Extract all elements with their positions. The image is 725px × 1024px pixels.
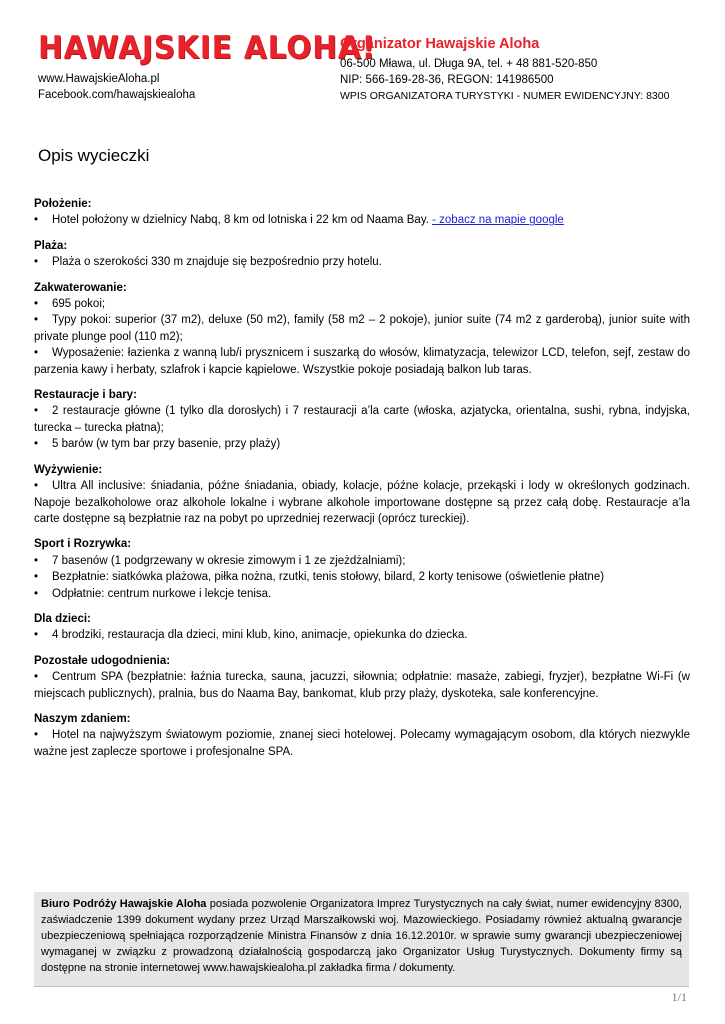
section-heading: Sport i Rozrywka: — [34, 538, 132, 551]
section-heading: Naszym zdaniem: — [34, 712, 131, 725]
section-beach — [34, 238, 690, 271]
list-item: • Centrum SPA (bezpłatnie: łaźnia turecka, sauna, jacuzzi, siłownia; odpłatnie: masaże, zabiegi, fryzjer), bezpłatne Wi-Fi (w miejscach publicznych), pralnia, bus do Naama Bay, bankomat, klub przy plaży, dyskoteka, sale konferencyjne. — [34, 671, 690, 700]
page-number: 1/1 — [671, 990, 687, 1004]
bullet: • — [34, 347, 39, 360]
list-item: • 7 basenów (1 podgrzewany w okresie zimowym i 1 ze zjeżdżalniami); — [34, 553, 690, 569]
list-item: • 5 barów (w tym bar przy basenie, przy plaży) — [34, 436, 690, 452]
section-restaurants — [34, 387, 690, 453]
section-accommodation — [34, 280, 690, 378]
organizer-registry: WPIS ORGANIZATORA TURYSTYKI - NUMER EWIDENCYJNY: 8300 — [340, 90, 670, 102]
organizer-name: Organizator Hawajskie Aloha — [340, 36, 540, 52]
section-location — [34, 196, 690, 229]
bullet: • — [34, 587, 39, 600]
google-map-link[interactable]: - zobacz na mapie google — [432, 214, 564, 227]
bullet: • — [34, 314, 39, 327]
section-heading: Położenie: — [34, 198, 92, 210]
trip-description — [34, 196, 690, 769]
list-item: • Plaża o szerokości 330 m znajduje się bezpośrednio przy hotelu. — [34, 254, 690, 270]
list-item: • 2 restauracje główne (1 tylko dla dorosłych) i 7 restauracji a’la carte (włoska, azjatycka, orientalna, sushi, rybna, indyjska, turecka – turecka płatna); — [34, 405, 690, 434]
list-item: • 695 pokoi; — [34, 296, 690, 312]
section-other — [34, 653, 690, 702]
section-opinion — [34, 711, 690, 760]
section-heading: Plaża: — [34, 239, 68, 252]
bullet: • — [34, 298, 39, 311]
bullet: • — [34, 729, 39, 742]
list-item: • Hotel położony w dzielnicy Nabq, 8 km od lotniska i 22 km od Naama Bay. - zobacz na mapie google — [34, 212, 690, 228]
bullet: • — [34, 214, 39, 227]
company-logo: HAWAJSKIE ALOHA! — [38, 30, 377, 66]
footer-divider — [34, 986, 689, 987]
facebook-link[interactable]: Facebook.com/hawajskiealoha — [38, 89, 196, 101]
list-item: • Typy pokoi: superior (37 m2), deluxe (50 m2), family (58 m2 – 2 pokoje), junior suite (74 m2 z garderobą), junior suite with private plunge pool (110 m2); — [34, 314, 690, 343]
list-item: • Wyposażenie: łazienka z wanną lub/i prysznicem i suszarką do włosów, klimatyzacja, telewizor LCD, telefon, sejf, zestaw do parzenia kawy i herbaty, szlafrok i kapcie kąpielowe. Wszystkie pokoje posiadają balkon lub taras. — [34, 347, 690, 376]
section-heading: Pozostałe udogodnienia: — [34, 654, 171, 667]
bullet: • — [34, 629, 39, 642]
section-heading: Zakwaterowanie: — [34, 281, 127, 294]
footer-text: posiada pozwolenie Organizatora Imprez Turystycznych na cały świat, numer ewidencyjny 8300, zaświadczenie 1399 dokument wydany przez Urząd Marszałkowski woj. Mazowieckiego. Posiadamy również aktualną gwarancje ubezpieczeniową spełniająca rozporządzenie Ministra Finansów z dnia 16.12.2010r. w sprawie sumy gwarancji ubezpieczeniowej wymaganej w związku z prowadzoną działalnością gospodarczą jako Organizator Usług Turystycznych. Dokumenty firmy są dostępne na stronie internetowej www.hawajskiealoha.pl zakładka firma / dokumenty. — [41, 898, 682, 974]
site-links — [38, 71, 195, 103]
list-item: • 4 brodziki, restauracja dla dzieci, mini klub, kino, animacje, opiekunka do dziecka. — [34, 627, 690, 643]
list-item: • Bezpłatnie: siatkówka plażowa, piłka nożna, rzutki, tenis stołowy, bilard, 2 korty tenisowe (oświetlenie płatne) — [34, 569, 690, 585]
organizer-info — [340, 36, 669, 104]
bullet: • — [34, 554, 39, 567]
list-item: • Odpłatnie: centrum nurkowe i lekcje tenisa. — [34, 586, 690, 602]
bullet: • — [34, 571, 39, 584]
section-heading: Restauracje i bary: — [34, 389, 137, 402]
section-meals — [34, 462, 690, 528]
website-link[interactable]: www.HawajskieAloha.pl — [38, 73, 160, 85]
footer-legal-notice — [34, 892, 689, 986]
footer-company-name: Biuro Podróży Hawajskie Aloha — [41, 898, 207, 910]
section-sport — [34, 536, 690, 602]
organizer-address: 06-500 Mława, ul. Długa 9A, tel. + 48 881-520-850 — [340, 58, 598, 70]
bullet: • — [34, 480, 39, 493]
page-title: Opis wycieczki — [38, 146, 150, 165]
bullet: • — [34, 671, 39, 684]
bullet: • — [34, 405, 39, 418]
list-item: • Ultra All inclusive: śniadania, późne śniadania, obiady, kolacje, późne kolacje, przekąski i lody w określonych godzinach. Napoje bezalkoholowe oraz alkohole lokalne i wybrane alkohole importowane dostępne są przez całą dobę. Restauracje a’la carte dostępne są bezpłatnie raz na pobyt po uprzedniej rezerwacji (oprócz tureckiej). — [34, 480, 690, 525]
list-item: • Hotel na najwyższym światowym poziomie, znanej sieci hotelowej. Polecamy wymagającym osobom, dla których niezwykle ważne jest zaplecze sportowe i profesjonalne SPA. — [34, 729, 690, 758]
bullet: • — [34, 256, 39, 269]
section-heading: Dla dzieci: — [34, 612, 91, 625]
section-kids — [34, 611, 690, 644]
organizer-nip-regon: NIP: 566-169-28-36, REGON: 141986500 — [340, 74, 554, 86]
bullet: • — [34, 438, 39, 451]
section-heading: Wyżywienie: — [34, 463, 103, 476]
